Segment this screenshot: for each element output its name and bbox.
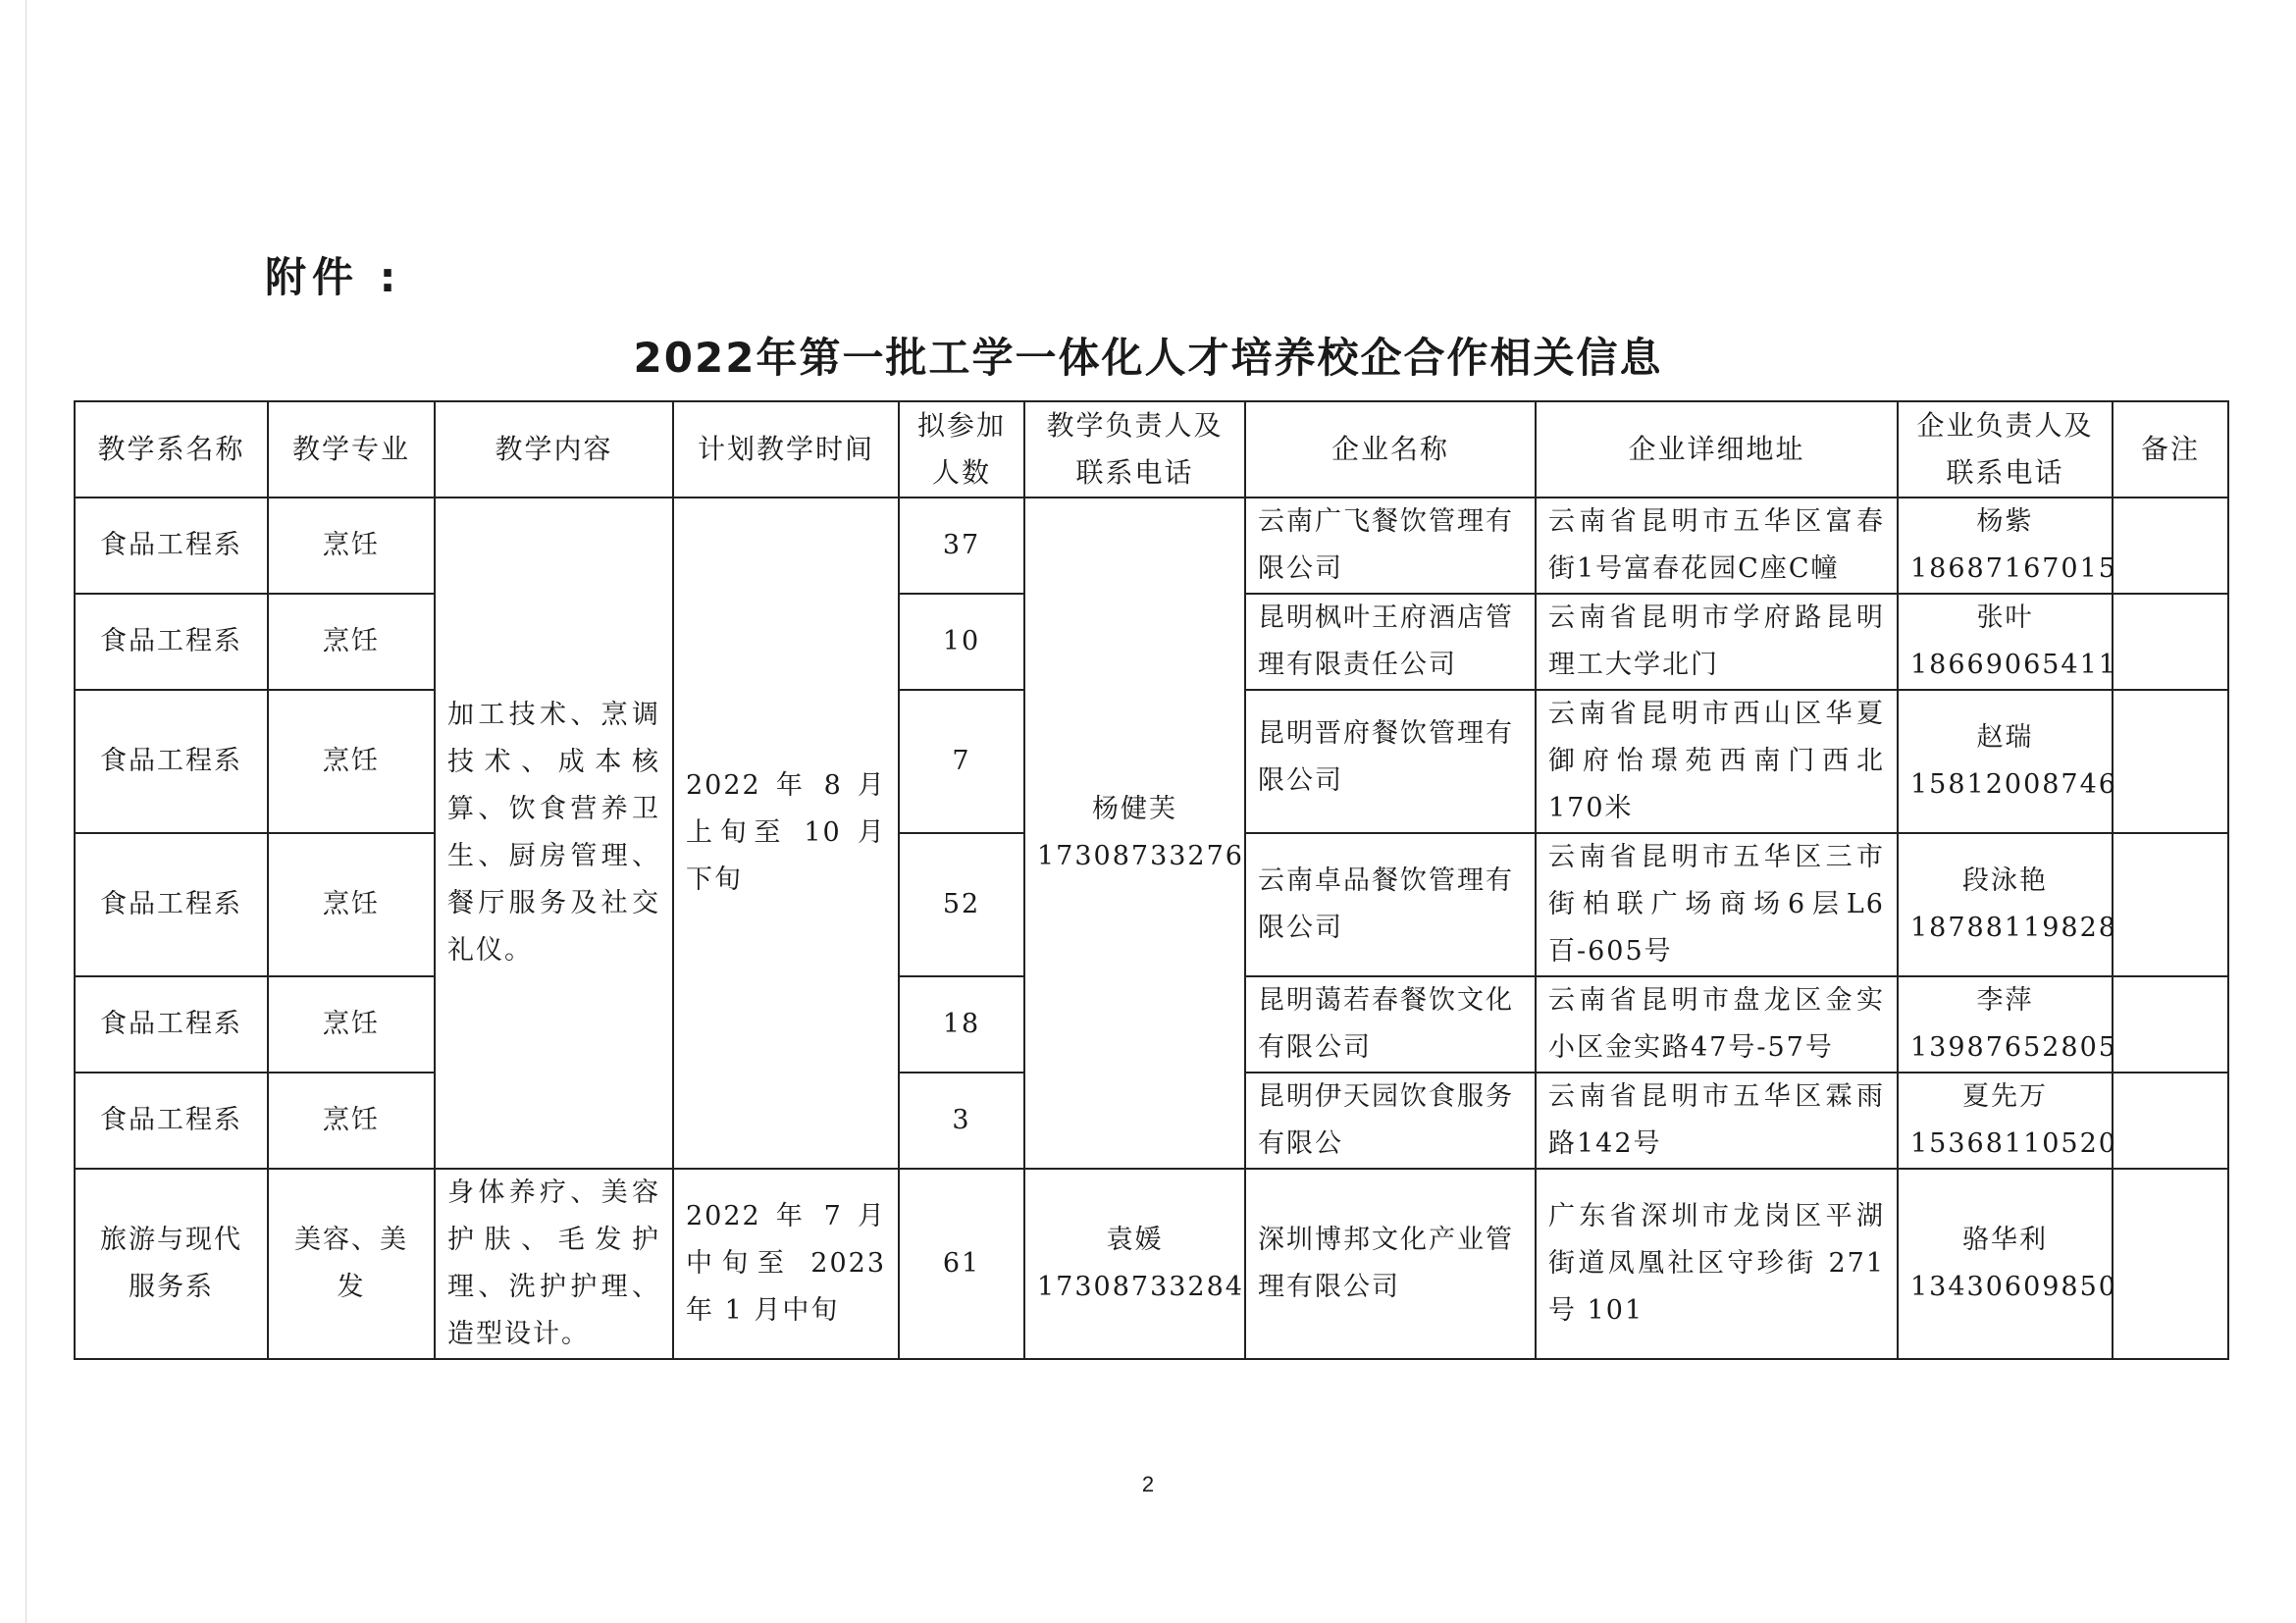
count-cell: 3 <box>899 1073 1024 1169</box>
contact-phone: 13987652805 <box>1910 1032 2117 1063</box>
major-cell: 烹饪 <box>268 833 435 976</box>
header-count <box>899 401 1024 497</box>
group1-content-cell: 加工技术、烹调技术、成本核算、饮食营养卫生、厨房管理、餐厅服务及社交礼仪。 <box>435 497 673 1169</box>
teacher-phone: 17308733276 <box>1037 841 1244 871</box>
contact-cell <box>1898 594 2117 690</box>
group1-time-cell: 2022 年 8 月上旬至 10 月下旬 <box>673 497 899 1169</box>
company-cell: 深圳博邦文化产业管理有限公司 <box>1245 1169 1536 1359</box>
document-title: 2022年第一批工学一体化人才培养校企合作相关信息 <box>633 334 1663 382</box>
count-cell: 52 <box>899 833 1024 976</box>
contact-name: 骆华利 <box>1962 1225 2048 1255</box>
contact-cell <box>1898 1169 2117 1359</box>
address-cell: 广东省深圳市龙岗区平湖街道凤凰社区守珍街 271 号 101 <box>1536 1169 1898 1359</box>
header-time: 计划教学时间 <box>673 401 899 497</box>
contact-phone: 18669065411 <box>1910 650 2117 680</box>
header-address: 企业详细地址 <box>1536 401 1898 497</box>
count-cell: 7 <box>899 690 1024 833</box>
header-count-line1: 拟参加 <box>916 409 1006 442</box>
table-row <box>75 1169 2228 1359</box>
address-cell: 云南省昆明市五华区富春街1号富春花园C座C幢 <box>1536 497 1898 594</box>
dept-cell: 食品工程系 <box>75 497 268 594</box>
dept-cell: 食品工程系 <box>75 1073 268 1169</box>
contact-name: 夏先万 <box>1962 1081 2048 1112</box>
address-cell: 云南省昆明市西山区华夏御府怡璟苑西南门西北170米 <box>1536 690 1898 833</box>
remark-cell <box>2113 497 2228 594</box>
contact-name: 段泳艳 <box>1962 865 2048 896</box>
count-cell: 61 <box>899 1169 1024 1359</box>
content-cell: 身体养疗、美容护肤、毛发护理、洗护护理、造型设计。 <box>435 1169 673 1359</box>
header-teacher-line1: 教学负责人及 <box>1046 409 1224 442</box>
header-remark: 备注 <box>2113 401 2228 497</box>
contact-cell <box>1898 976 2117 1073</box>
contact-cell <box>1898 497 2117 594</box>
header-content: 教学内容 <box>435 401 673 497</box>
contact-cell <box>1898 833 2117 976</box>
company-cell: 云南广飞餐饮管理有限公司 <box>1245 497 1536 594</box>
attachment-label: 附件 : <box>265 253 402 301</box>
header-dept: 教学系名称 <box>75 401 268 497</box>
major-cell: 烹饪 <box>268 1073 435 1169</box>
cooperation-info-table <box>74 400 2229 1360</box>
contact-cell <box>1898 1073 2117 1169</box>
contact-phone: 15812008746 <box>1910 769 2117 800</box>
table-row <box>75 497 2228 594</box>
header-teacher <box>1024 401 1245 497</box>
time-cell: 2022 年 7 月中旬至 2023 年 1 月中旬 <box>673 1169 899 1359</box>
count-cell: 10 <box>899 594 1024 690</box>
contact-name: 赵瑞 <box>1976 722 2034 753</box>
remark-cell <box>2113 833 2228 976</box>
contact-name: 李萍 <box>1976 985 2034 1016</box>
major-cell: 烹饪 <box>268 976 435 1073</box>
count-cell: 18 <box>899 976 1024 1073</box>
contact-name: 张叶 <box>1976 602 2034 633</box>
remark-cell <box>2113 1073 2228 1169</box>
header-row <box>75 401 2228 497</box>
major-cell: 烹饪 <box>268 497 435 594</box>
major-cell: 美容、美发 <box>268 1169 435 1359</box>
company-cell: 昆明伊天园饮食服务有限公 <box>1245 1073 1536 1169</box>
remark-cell <box>2113 976 2228 1073</box>
contact-phone: 15368110520 <box>1910 1128 2117 1159</box>
address-cell: 云南省昆明市五华区霖雨路142号 <box>1536 1073 1898 1169</box>
dept-cell: 食品工程系 <box>75 690 268 833</box>
address-cell: 云南省昆明市盘龙区金实小区金实路47号-57号 <box>1536 976 1898 1073</box>
teacher-cell <box>1024 1169 1245 1359</box>
contact-phone: 18788119828 <box>1910 913 2117 943</box>
teacher-name: 杨健芙 <box>1092 794 1177 824</box>
remark-cell <box>2113 690 2228 833</box>
major-cell: 烹饪 <box>268 594 435 690</box>
company-cell: 昆明晋府餐饮管理有限公司 <box>1245 690 1536 833</box>
count-cell: 37 <box>899 497 1024 594</box>
address-cell: 云南省昆明市学府路昆明理工大学北门 <box>1536 594 1898 690</box>
contact-phone: 18687167015 <box>1910 553 2117 584</box>
address-cell: 云南省昆明市五华区三市街柏联广场商场6层L6百-605号 <box>1536 833 1898 976</box>
company-cell: 昆明枫叶王府酒店管理有限责任公司 <box>1245 594 1536 690</box>
company-cell: 昆明蔼若春餐饮文化有限公司 <box>1245 976 1536 1073</box>
header-major: 教学专业 <box>268 401 435 497</box>
contact-phone: 13430609850 <box>1910 1272 2117 1302</box>
group1-teacher-cell <box>1024 497 1245 1169</box>
page-number: 2 <box>1141 1472 1155 1496</box>
dept-cell: 食品工程系 <box>75 833 268 976</box>
contact-name: 杨紫 <box>1976 506 2034 537</box>
teacher-name: 袁媛 <box>1106 1225 1164 1255</box>
remark-cell <box>2113 1169 2228 1359</box>
dept-cell: 旅游与现代服务系 <box>75 1169 268 1359</box>
teacher-phone: 17308733284 <box>1037 1272 1244 1302</box>
header-company: 企业名称 <box>1245 401 1536 497</box>
dept-cell: 食品工程系 <box>75 594 268 690</box>
header-contact-line1: 企业负责人及 <box>1916 409 2094 442</box>
header-count-line2: 人数 <box>931 456 991 489</box>
header-contact-line2: 联系电话 <box>1946 456 2064 489</box>
contact-cell <box>1898 690 2117 833</box>
header-teacher-line2: 联系电话 <box>1075 456 1194 489</box>
dept-cell: 食品工程系 <box>75 976 268 1073</box>
major-cell: 烹饪 <box>268 690 435 833</box>
header-contact <box>1898 401 2113 497</box>
remark-cell <box>2113 594 2228 690</box>
company-cell: 云南卓品餐饮管理有限公司 <box>1245 833 1536 976</box>
